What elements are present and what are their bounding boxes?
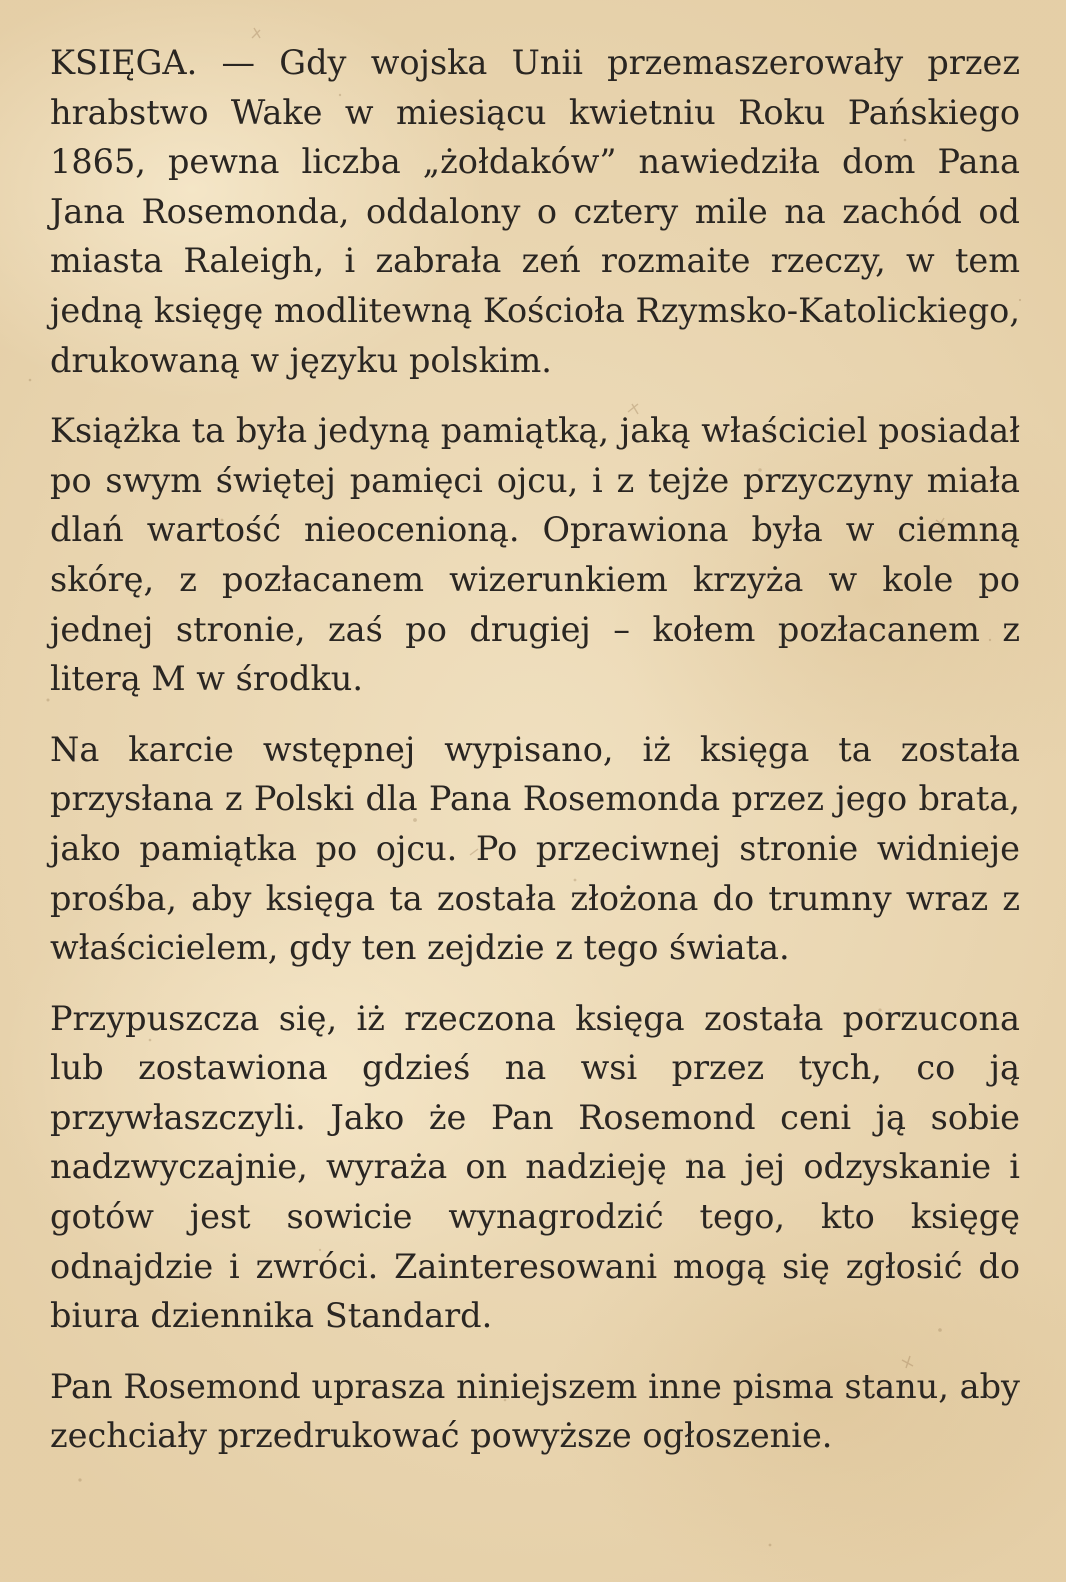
paragraph-3: Na karcie wstępnej wypisano, iż księga ta została przysłana z Polski dla Pana Rosemonda przez jego brata, jako pamiątka po ojcu. Po przeciwnej stronie widnieje prośba, aby księga ta została złożona do trumny wraz z właścicielem, gdy ten zejdzie z tego świata.: [50, 729, 1020, 968]
paragraph-4: Przypuszcza się, iż rzeczona księga została porzucona lub zostawiona gdzieś na wsi przez tych, co ją przywłaszczyli. Jako że Pan Rosemond ceni ją sobie nadzwyczajnie, wyraża on nadzieję na jej odzyskanie i gotów jest sowicie wynagrodzić tego, kto księgę odnajdzie i zwróci. Zainteresowani mogą się zgłosić do biura dziennika Standard.: [50, 998, 1020, 1336]
paragraph-1: KSIĘGA. — Gdy wojska Unii przemaszerowały przez hrabstwo Wake w miesiącu kwietniu Roku Pańskiego 1865, pewna liczba „żołdaków” nawiedziła dom Pana Jana Rosemonda, oddalony o cztery mile na zachód od miasta Raleigh, i zabrała zeń rozmaite rzeczy, w tem jedną księgę modlitewną Kościoła Rzymsko-Katolickiego, drukowaną w języku polskim.: [50, 43, 1020, 380]
notice-text: [50, 38, 1020, 1461]
paragraph-5: Pan Rosemond uprasza niniejszem inne pisma stanu, aby zechciały przedrukować powyższe ogłoszenie.: [50, 1366, 1020, 1456]
paragraph-2: Książka ta była jedyną pamiątką, jaką właściciel posiadał po swym świętej pamięci ojcu, i z tejże przyczyny miała dlań wartość nieocenioną. Oprawiona była w ciemną skórę, z pozłacanem wizerunkiem krzyża w kole po jednej stronie, zaś po drugiej – kołem pozłacanem z literą M w środku.: [50, 411, 1020, 699]
